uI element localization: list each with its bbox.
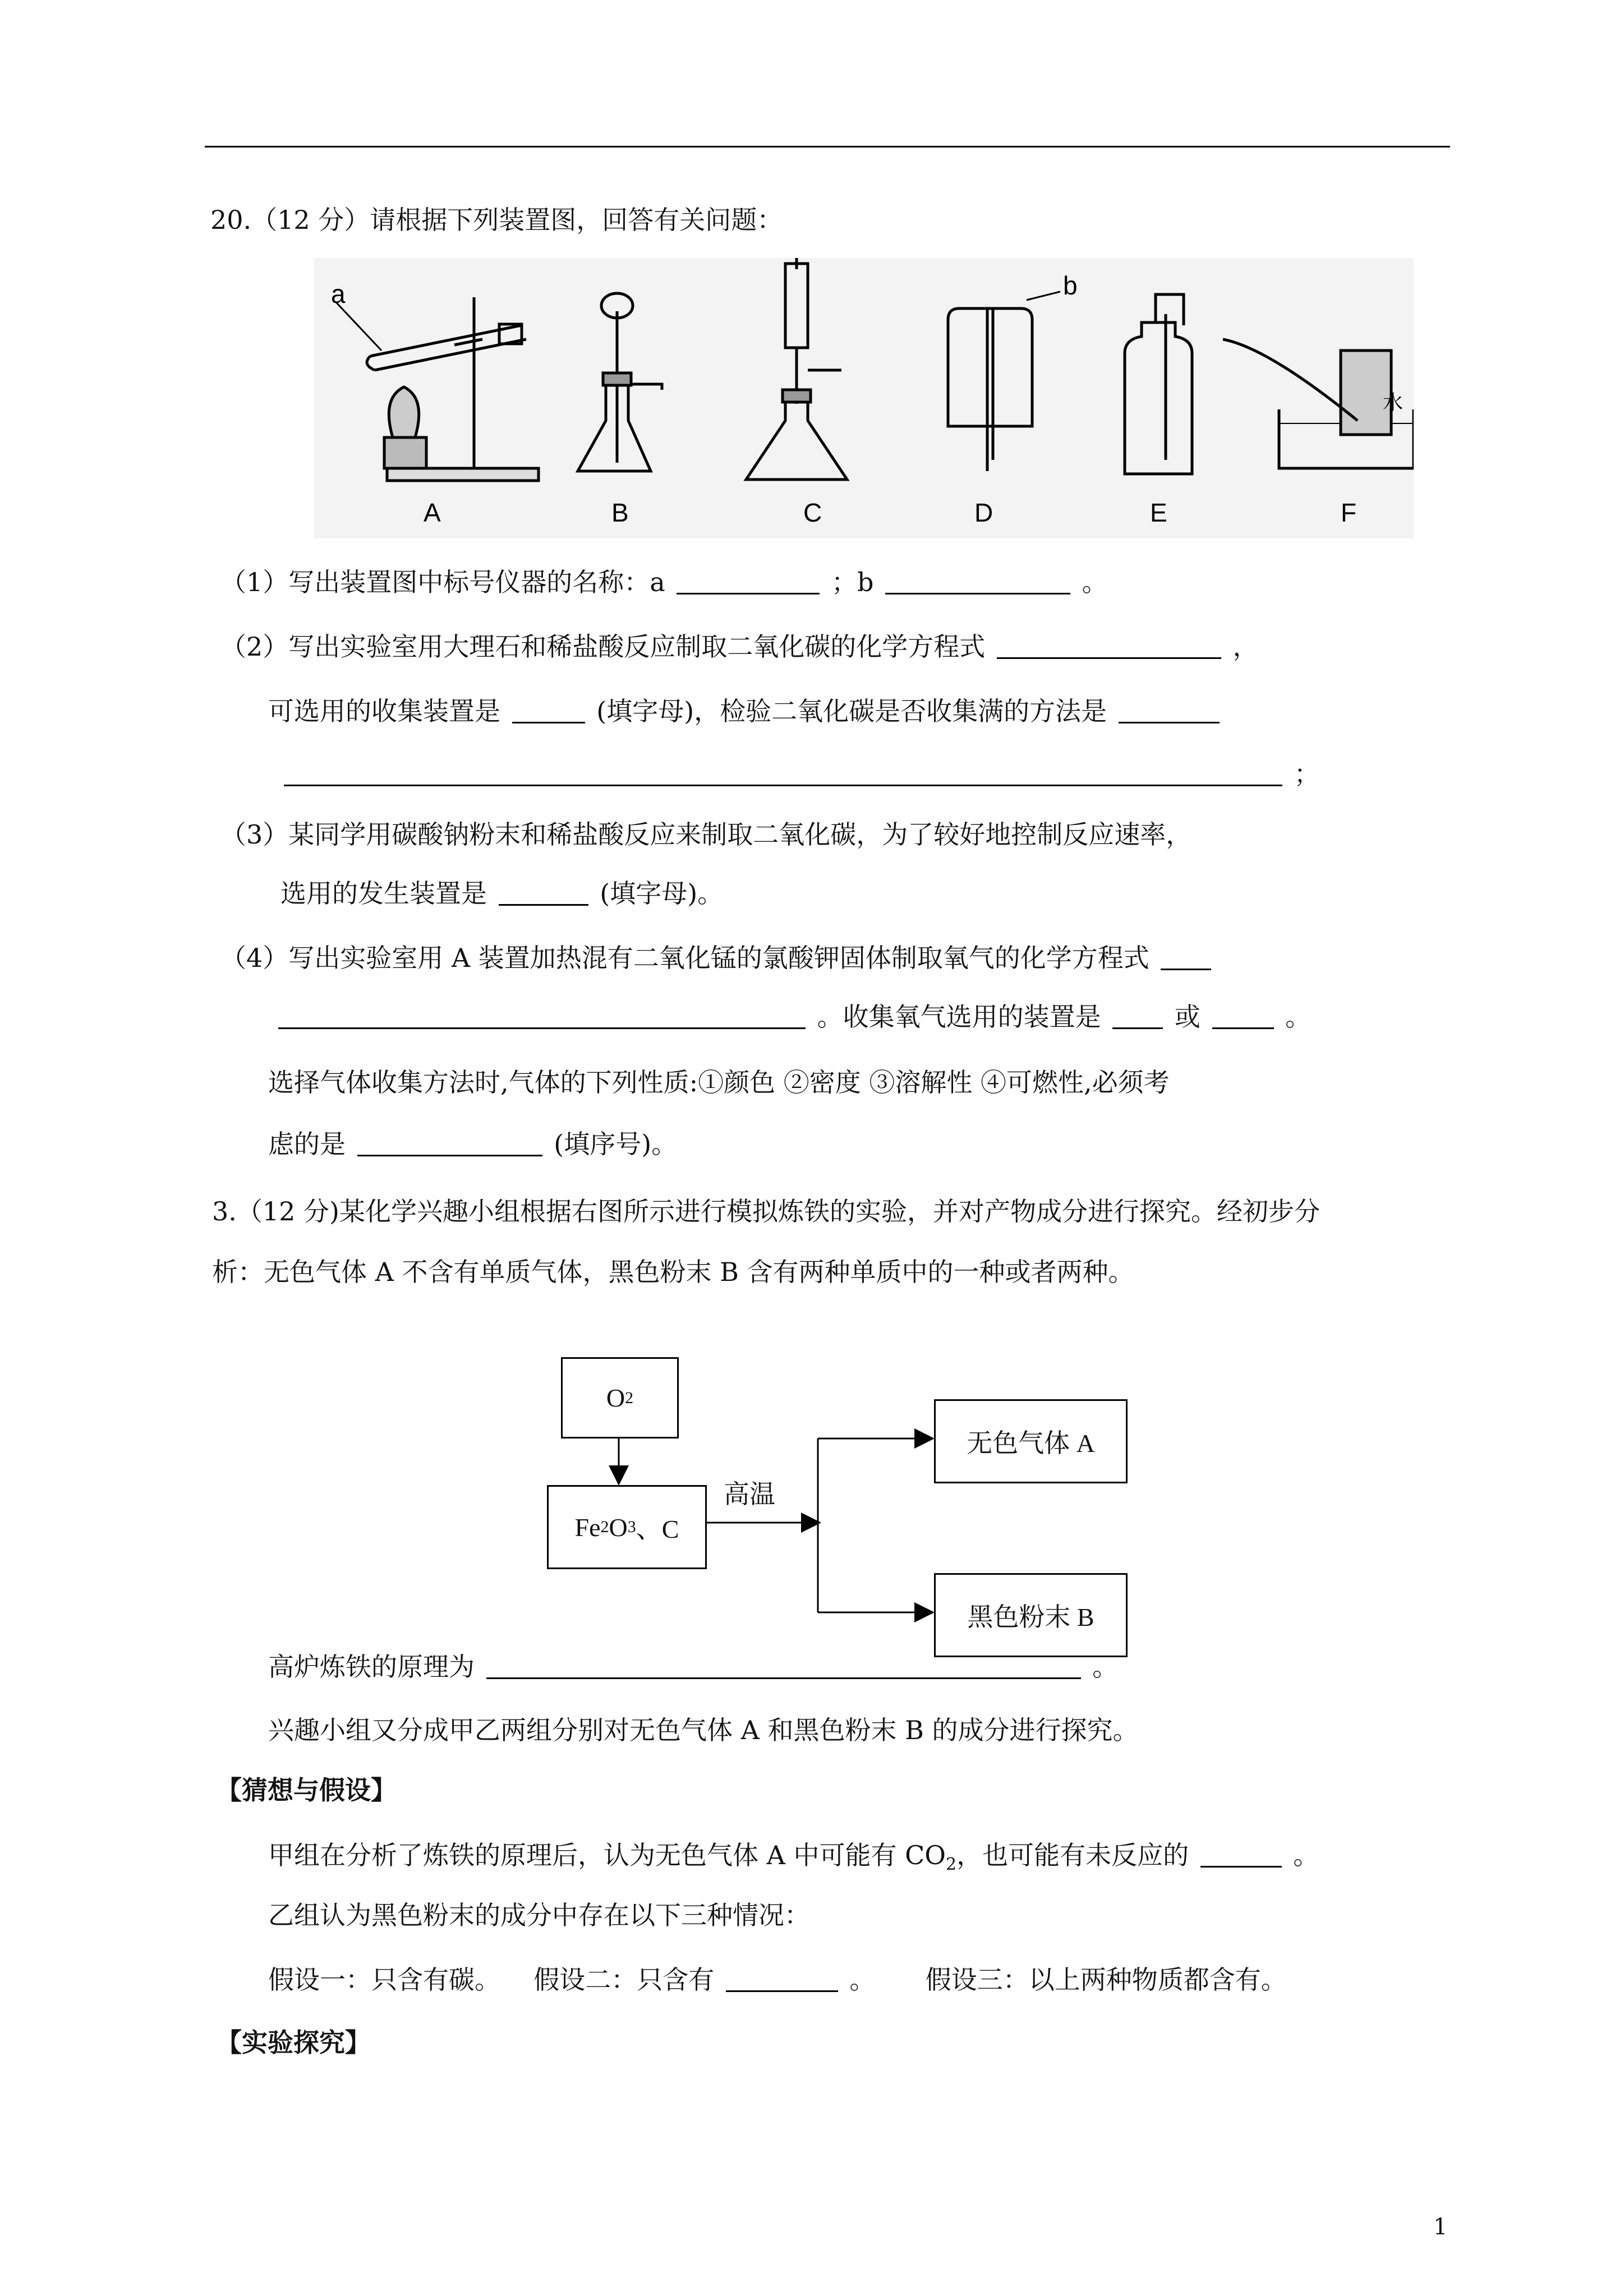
- answer-blank-properties[interactable]: [357, 1128, 542, 1156]
- q3-principle-text: 高炉炼铁的原理为: [268, 1652, 475, 1682]
- q20-part4-consider-text: 虑的是: [268, 1129, 346, 1159]
- q20-part2-comma: ，: [1232, 631, 1259, 662]
- answer-blank-o2-equation-start[interactable]: [1161, 942, 1211, 970]
- apparatus-label-f: F: [1341, 498, 1357, 527]
- answer-blank-co2-check-start[interactable]: [1119, 695, 1220, 723]
- q20-part2-line3: [280, 757, 1320, 791]
- apparatus-figure: [314, 258, 1414, 538]
- q20-part4-text: （4）写出实验室用 A 装置加热混有二氧化锰的氯酸钾固体制取氧气的化学方程式: [220, 943, 1149, 973]
- condition-label: 高温: [724, 1479, 775, 1509]
- apparatus-label-a: A: [424, 498, 441, 527]
- product-b-box: [934, 1573, 1128, 1657]
- q3-groups: 兴趣小组又分成甲乙两组分别对无色气体 A 和黑色粉末 B 的成分进行探究。: [268, 1715, 1139, 1745]
- q20-part4-line1: [220, 941, 1214, 975]
- q20-part1-text-b: ；b: [831, 567, 874, 597]
- q3-intro-line2: 析：无色气体 A 不含有单质气体，黑色粉末 B 含有两种单质中的一种或者两种。: [212, 1257, 1134, 1287]
- q20-part4-line2: [275, 1000, 1311, 1034]
- answer-blank-o2-equation[interactable]: [278, 1001, 806, 1029]
- q20-part2-line1: [220, 630, 1259, 663]
- q3-principle: [268, 1650, 1118, 1684]
- apparatus-label-c: C: [803, 498, 822, 527]
- q3-jia-end: 。: [1293, 1840, 1319, 1870]
- water-label: 水: [1383, 391, 1404, 414]
- reactant-o: O: [609, 1513, 628, 1542]
- answer-blank-b[interactable]: [885, 566, 1070, 594]
- q20-part4-line3: 选择气体收集方法时,气体的下列性质:①颜色 ②密度 ③溶解性 ④可燃性,必须考: [268, 1067, 1170, 1098]
- q3-hypotheses: [268, 1963, 1287, 1997]
- explore-heading: 【实验探究】: [216, 2027, 371, 2058]
- q3-jia-subscript: 2: [946, 1855, 957, 1875]
- answer-blank-unreacted[interactable]: [1200, 1839, 1282, 1868]
- page-number: 1: [1433, 2214, 1448, 2240]
- q20-part2-semicolon: ；: [1294, 759, 1320, 789]
- q20-part2-text: （2）写出实验室用大理石和稀盐酸反应制取二氧化碳的化学方程式: [220, 631, 986, 662]
- apparatus-label-e: E: [1150, 498, 1167, 527]
- q3-principle-end: 。: [1092, 1652, 1119, 1682]
- reactant-tail: 、C: [636, 1515, 679, 1543]
- o2-subscript: 2: [625, 1388, 634, 1407]
- q20-part3-end: (填字母)。: [600, 878, 724, 909]
- answer-blank-a[interactable]: [677, 566, 820, 594]
- answer-blank-co2-equation[interactable]: [997, 630, 1221, 659]
- reactant-box: [547, 1485, 707, 1569]
- reactant-fe: Fe: [574, 1513, 601, 1542]
- reactant-sub2: 3: [627, 1518, 636, 1536]
- answer-blank-principle[interactable]: [486, 1650, 1081, 1679]
- q20-part1: [220, 565, 1108, 599]
- q3-intro-line1: 3.（12 分)某化学兴趣小组根据右图所示进行模拟炼铁的实验，并对产物成分进行探究。经初步分: [212, 1196, 1320, 1227]
- apparatus-label-d: D: [974, 498, 993, 527]
- q20-part2-line2: [268, 694, 1223, 728]
- q20-part4-fill-hint: (填序号)。: [554, 1129, 678, 1159]
- product-a-label: 无色气体 A: [967, 1429, 1095, 1458]
- q20-part2-collect-text: 可选用的收集装置是: [268, 696, 500, 726]
- pointer-b-label: b: [1063, 271, 1078, 300]
- q3-jia-text: 甲组在分析了炼铁的原理后，认为无色气体 A 中可能有 CO: [268, 1840, 946, 1870]
- q20-heading: 20.（12 分）请根据下列装置图，回答有关问题：: [210, 205, 783, 235]
- q20-part4-or: 或: [1174, 1002, 1200, 1032]
- q20-part3-line2: [280, 877, 723, 910]
- q3-yi-group: 乙组认为黑色粉末的成分中存在以下三种情况：: [268, 1900, 810, 1930]
- answer-blank-co2-check[interactable]: [284, 758, 1282, 786]
- q20-part1-text: （1）写出装置图中标号仪器的名称：a: [220, 567, 665, 597]
- hypothesis-1: 假设一：只含有碳。: [268, 1965, 500, 1995]
- answer-blank-o2-collector-1[interactable]: [1112, 1001, 1163, 1029]
- o2-label: O: [606, 1384, 625, 1412]
- hypothesis-2-end: 。: [849, 1965, 876, 1995]
- guess-heading: 【猜想与假设】: [216, 1775, 397, 1805]
- q20-part4-end: 。: [1285, 1002, 1312, 1032]
- header-rule: [205, 146, 1450, 147]
- reactant-sub1: 2: [600, 1518, 609, 1536]
- o2-box: [561, 1357, 679, 1439]
- answer-blank-generator[interactable]: [499, 877, 588, 906]
- answer-blank-hypothesis-2[interactable]: [726, 1963, 838, 1992]
- answer-blank-co2-collector[interactable]: [512, 695, 585, 723]
- q20-part1-end: 。: [1082, 567, 1108, 597]
- pointer-a-label: a: [331, 279, 346, 308]
- q20-part3-text: 选用的发生装置是: [280, 878, 487, 909]
- answer-blank-o2-collector-2[interactable]: [1212, 1001, 1274, 1029]
- q3-jia-group: [268, 1838, 1319, 1882]
- q20-part4-line4: [268, 1127, 677, 1161]
- hypothesis-3: 假设三：以上两种物质都含有。: [925, 1965, 1287, 1995]
- hypothesis-2-text: 假设二：只含有: [533, 1965, 715, 1995]
- q20-part3-line1: （3）某同学用碳酸钠粉末和稀盐酸反应来制取二氧化碳，为了较好地控制反应速率，: [220, 819, 1192, 850]
- q20-part2-check-text: (填字母)，检验二氧化碳是否收集满的方法是: [596, 696, 1107, 726]
- q20-part4-collect-text: 。收集氧气选用的装置是: [817, 1002, 1101, 1032]
- product-a-box: [934, 1399, 1128, 1483]
- q3-jia-text2: ，也可能有未反应的: [956, 1840, 1189, 1870]
- apparatus-label-b: B: [611, 498, 629, 527]
- product-b-label: 黑色粉末 B: [967, 1603, 1094, 1631]
